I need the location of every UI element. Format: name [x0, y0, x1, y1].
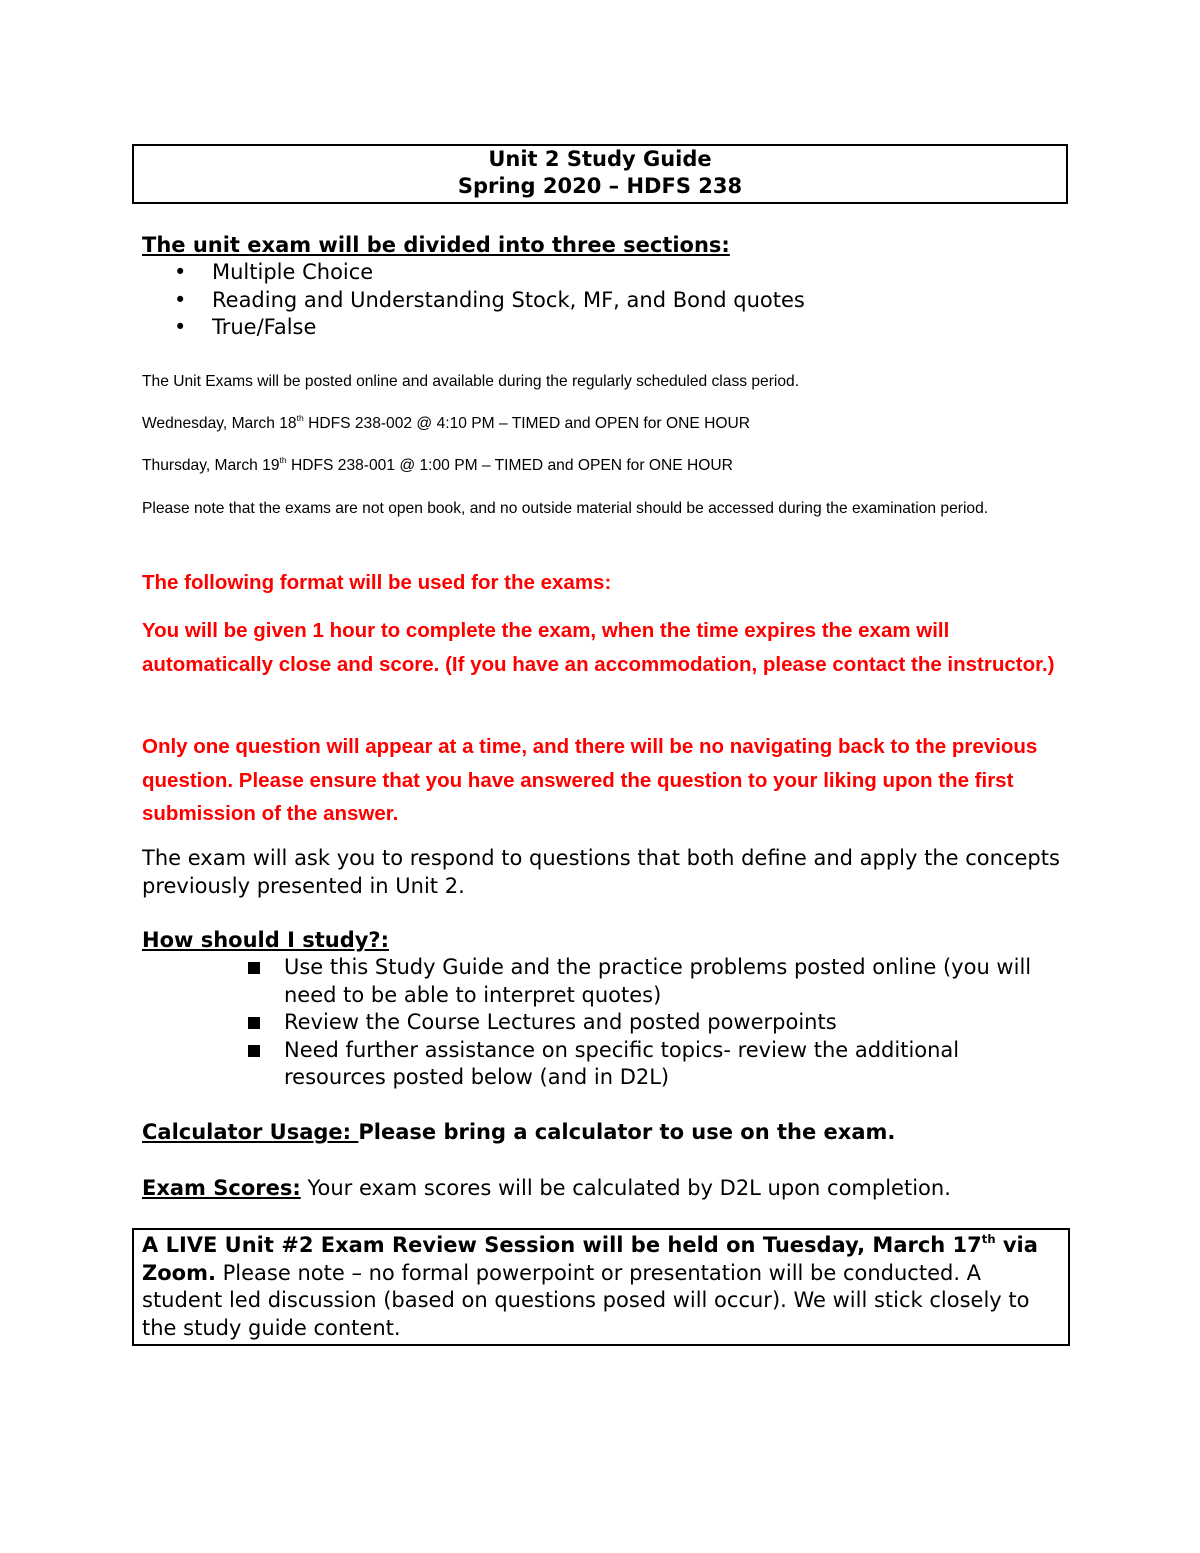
- list-item: Need further assistance on specific topics- review the additional resources posted below (and in D2L): [246, 1037, 1066, 1092]
- thursday-date: Thursday, March 19: [142, 457, 280, 474]
- study-heading: How should I study?:: [142, 928, 389, 952]
- live-session-platform: via Zoom.: [142, 1233, 1038, 1285]
- live-session-box: [132, 1228, 1070, 1346]
- wednesday-date: Wednesday, March 18: [142, 415, 297, 432]
- thursday-date-suffix: th: [279, 454, 287, 465]
- list-item: • True/False: [174, 314, 805, 342]
- wednesday-date-suffix: th: [296, 412, 304, 423]
- list-item: • Multiple Choice: [174, 259, 805, 287]
- list-item: Use this Study Guide and the practice problems posted online (you will need to be able to interpret quotes): [246, 954, 1066, 1009]
- open-book-note: Please note that the exams are not open book, and no outside material should be accessed during the examination period.: [142, 500, 989, 517]
- calculator-usage: [142, 1118, 895, 1146]
- format-heading: The following format will be used for the exams:: [142, 571, 612, 594]
- page-subtitle: Spring 2020 – HDFS 238: [457, 174, 743, 198]
- live-session-date-suffix: th: [981, 1231, 996, 1246]
- list-item: Review the Course Lectures and posted powerpoints: [246, 1009, 1066, 1037]
- exam-scores: [142, 1174, 951, 1202]
- wednesday-details: HDFS 238-002 @ 4:10 PM – TIMED and OPEN for ONE HOUR: [303, 415, 750, 432]
- scores-text: Your exam scores will be calculated by D2L upon completion.: [300, 1176, 951, 1200]
- exam-posted-note: The Unit Exams will be posted online and available during the regularly scheduled class period.: [142, 373, 800, 390]
- sections-heading: The unit exam will be divided into three sections:: [142, 233, 730, 257]
- scores-label: Exam Scores:: [142, 1176, 301, 1200]
- title-box: [132, 144, 1068, 204]
- sections-list: [174, 259, 805, 342]
- thursday-details: HDFS 238-001 @ 1:00 PM – TIMED and OPEN for ONE HOUR: [286, 457, 733, 474]
- live-session-date: A LIVE Unit #2 Exam Review Session will be held on Tuesday, March 17: [142, 1233, 982, 1257]
- study-list: [246, 954, 1066, 1092]
- time-limit-note: You will be given 1 hour to complete the exam, when the time expires the exam will automatically close and score. (If you have an accommodation, please contact the instructor.): [142, 619, 1055, 676]
- navigation-note: Only one question will appear at a time, and there will be no navigating back to the previous question. Please ensure that you have answered the question to your liking upon the first submission of the answer.: [142, 735, 1038, 825]
- define-apply-note: The exam will ask you to respond to questions that both define and apply the concepts previously presented in Unit 2.: [142, 846, 1060, 898]
- page-title: Unit 2 Study Guide: [488, 147, 712, 171]
- list-item: • Reading and Understanding Stock, MF, and Bond quotes: [174, 287, 805, 315]
- live-session-text: Please note – no formal powerpoint or presentation will be conducted. A student led discussion (based on questions posed will occur). We will stick closely to the study guide content.: [142, 1260, 1030, 1340]
- calculator-text: Please bring a calculator to use on the exam.: [358, 1120, 896, 1144]
- thursday-schedule: [142, 453, 733, 479]
- wednesday-schedule: [142, 411, 750, 437]
- calculator-label: Calculator Usage:: [142, 1120, 359, 1144]
